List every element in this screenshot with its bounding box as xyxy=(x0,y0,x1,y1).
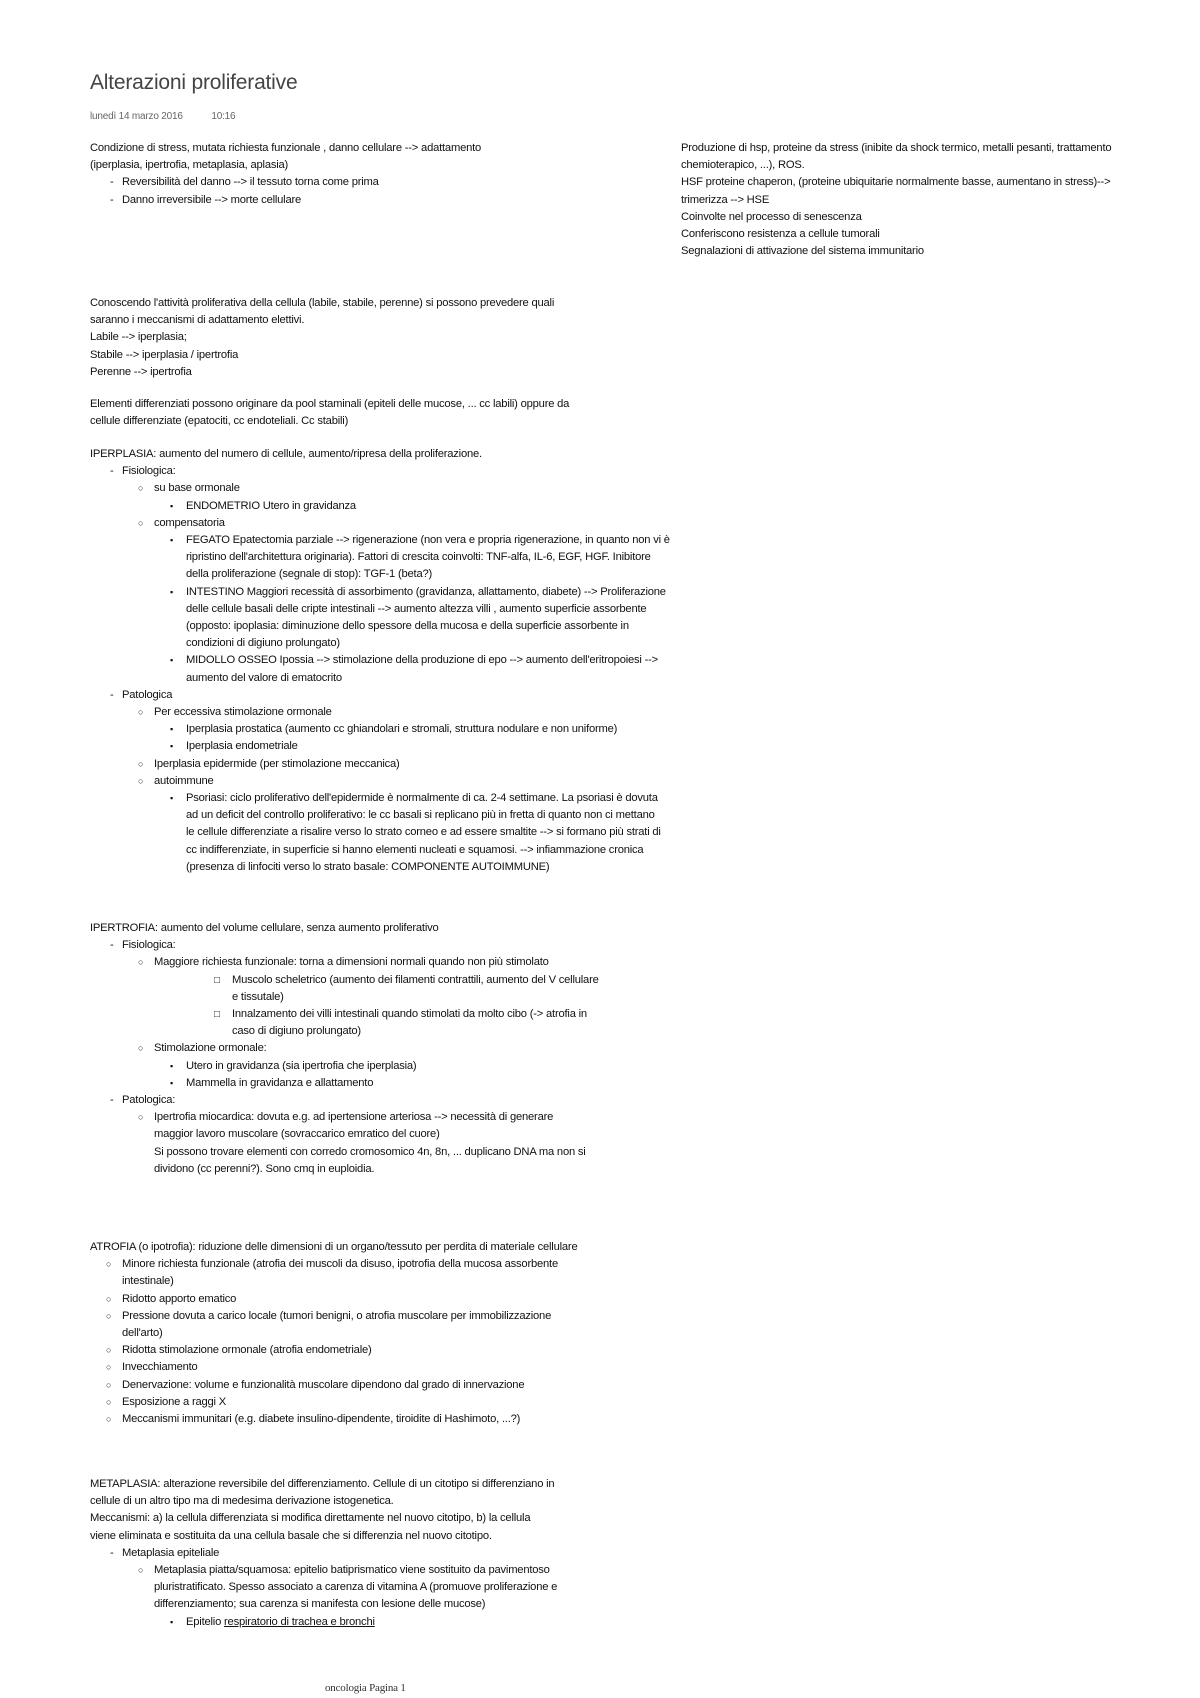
note-line: Meccanismi: a) la cellula differenziata si modifica direttamente nel nuovo citotipo, b) la cellula xyxy=(90,1512,531,1525)
item-line: ad un deficit del controllo proliferativo: le cc basali si replicano più in fretta di quanto non ci mettano xyxy=(186,809,655,822)
list-item: ▪ Utero in gravidanza (sia ipertrofia che iperplasia) xyxy=(154,1058,790,1075)
list-item xyxy=(90,1256,790,1290)
sublist xyxy=(154,790,790,876)
note-line: Elementi differenziati possono originare da pool staminali (epiteli delle mucose, ... cc labili) oppure da xyxy=(90,398,570,410)
list-item: ○ Invecchiamento xyxy=(90,1359,790,1376)
list-item xyxy=(122,773,790,876)
section-heading: ATROFIA (o ipotrofia): riduzione delle dimensioni di un organo/tessuto per perdita di materiale cellulare xyxy=(90,1241,578,1253)
item-line: ○ Minore richiesta funzionale (atrofia dei muscoli da disuso, ipotrofia della mucosa assorbente xyxy=(122,1258,558,1271)
intro-line: (iperplasia, ipertrofia, metaplasia, aplasia) xyxy=(90,159,289,172)
item-line: della proliferazione (segnale di stop): TGF-1 (beta?) xyxy=(186,568,433,581)
sublist xyxy=(122,704,790,876)
sublist xyxy=(154,1614,790,1631)
sublist xyxy=(154,972,790,1041)
list-item xyxy=(154,1006,790,1040)
list-item xyxy=(154,584,790,653)
note-line: Produzione di hsp, proteine da stress (inibite da shock termico, metalli pesanti, trattamento xyxy=(681,142,1112,154)
list-item xyxy=(154,532,790,584)
ipertrofia-section xyxy=(90,920,790,1178)
item-text: Epitelio xyxy=(186,1615,225,1628)
page-title: Alterazioni proliferative xyxy=(90,71,298,94)
section-heading: IPERTROFIA: aumento del volume cellulare, senza aumento proliferativo xyxy=(90,922,439,934)
item-line: ▪ MIDOLLO OSSEO Ipossia --> stimolazione della produzione di epo --> aumento dell'eritropoiesi --> xyxy=(186,654,659,667)
item-line: ○ Pressione dovuta a carico locale (tumori benigni, o atrofia muscolare per immobilizzazione xyxy=(122,1309,552,1322)
section-heading: METAPLASIA: alterazione reversibile del differenziamento. Cellule di un citotipo si differenziano in xyxy=(90,1478,555,1490)
sublist xyxy=(154,721,790,755)
sublist xyxy=(122,480,790,686)
note-line: viene eliminata e sostituita da una cellula basale che si differenzia nel nuovo citotipo. xyxy=(90,1529,492,1542)
metaplasia-section xyxy=(90,1476,790,1631)
item-label: Stimolazione ormonale: xyxy=(154,1042,267,1055)
item-label: Metaplasia epiteliale xyxy=(122,1546,220,1559)
section-heading: IPERPLASIA: aumento del numero di cellule, aumento/ripresa della proliferazione. xyxy=(90,448,482,460)
list-item xyxy=(122,1040,790,1092)
underlined-text: respiratorio di trachea e bronchi xyxy=(224,1615,375,1628)
page-footer: oncologia Pagina 1 xyxy=(325,1682,406,1694)
list-item xyxy=(90,1545,790,1631)
list-item xyxy=(154,1614,790,1631)
item-line: condizioni di digiuno prolungato) xyxy=(186,637,340,650)
list-item: - Danno irreversibile --> morte cellulare xyxy=(90,192,790,209)
list-item xyxy=(90,687,790,876)
item-line: pluristratificato. Spesso associato a carenza di vitamina A (promuove proliferazione e xyxy=(154,1581,558,1594)
item-line: le cellule differenziate a risalire verso lo strato corneo e ad essere smaltite --> si formano più strati di xyxy=(186,826,661,839)
item-line: intestinale) xyxy=(122,1275,174,1288)
list-item xyxy=(154,790,790,876)
item-line: aumento del valore di ematocrito xyxy=(186,671,342,684)
item-line: ○ Metaplasia piatta/squamosa: epitelio batiprismatico viene sostituito da pavimentoso xyxy=(154,1564,550,1577)
sublist xyxy=(154,498,790,515)
ipertrofia-list xyxy=(90,937,790,1178)
item-label: Fisiologica: xyxy=(122,465,176,478)
list-item: - Reversibilità del danno --> il tessuto torna come prima xyxy=(90,174,790,191)
note-line: Segnalazioni di attivazione del sistema immunitario xyxy=(681,245,924,258)
note-line: trimerizza --> HSE xyxy=(681,193,770,206)
list-item xyxy=(90,1308,790,1342)
list-item xyxy=(154,652,790,686)
item-line: ▪ INTESTINO Maggiori recessità di assorbimento (gravidanza, allattamento, diabete) --> Proliferazione xyxy=(186,585,666,598)
note-line: Perenne --> ipertrofia xyxy=(90,365,192,378)
item-line: maggior lavoro muscolare (sovraccarico emratico del cuore) xyxy=(154,1128,440,1141)
iperplasia-section xyxy=(90,446,790,876)
note-line: Conferiscono resistenza a cellule tumorali xyxy=(681,228,880,241)
list-item xyxy=(122,1562,790,1631)
item-line: ripristino dell'architettura originaria). Fattori di crescita coinvolti: TNF-alfa, IL-6, EGF, HGF. Inibitore xyxy=(186,551,651,564)
list-item: ▪ ENDOMETRIO Utero in gravidanza xyxy=(154,498,790,515)
item-label: Per eccessiva stimolazione ormonale xyxy=(154,706,332,719)
list-item: ▪ Iperplasia prostatica (aumento cc ghiandolari e stromali, struttura nodulare e non uniforme) xyxy=(154,721,790,738)
sublist xyxy=(122,1109,790,1178)
item-line: delle cellule basali delle cripte intestinali --> aumento altezza villi , aumento superficie assorbente xyxy=(186,602,647,615)
sublist xyxy=(154,1058,790,1092)
list-item xyxy=(90,1092,790,1178)
list-item: ○ Ridotto apporto ematico xyxy=(90,1291,790,1308)
sublist xyxy=(122,954,790,1092)
item-line: (presenza di linfociti verso lo strato basale: COMPONENTE AUTOIMMUNE) xyxy=(186,860,550,873)
item-line: Si possono trovare elementi con corredo cromosomico 4n, 8n, ... duplicano DNA ma non si xyxy=(154,1145,586,1158)
note-line: cellule di un altro tipo ma di medesima derivazione istogenetica. xyxy=(90,1495,394,1508)
item-label: Fisiologica: xyxy=(122,939,176,952)
list-item: ○ Meccanismi immunitari (e.g. diabete insulino-dipendente, tiroidite di Hashimoto, ...?) xyxy=(90,1411,790,1428)
list-item xyxy=(90,937,790,1092)
note-line: Labile --> iperplasia; xyxy=(90,331,187,344)
note-line: chemioterapico, ...), ROS. xyxy=(681,159,805,172)
metaplasia-list xyxy=(90,1545,790,1631)
atrofia-section xyxy=(90,1239,790,1428)
item-label: compensatoria xyxy=(154,516,225,529)
list-item: ○ Esposizione a raggi X xyxy=(90,1394,790,1411)
item-line: e tissutale) xyxy=(232,990,284,1003)
atrofia-list xyxy=(90,1256,790,1428)
right-column-notes xyxy=(681,140,1200,260)
note-line: saranno i meccanismi di adattamento elettivi. xyxy=(90,314,305,327)
list-item: ○ Iperplasia epidermide (per stimolazione meccanica) xyxy=(122,756,790,773)
elements-section xyxy=(90,396,790,430)
iperplasia-list xyxy=(90,463,790,876)
item-line: □ Innalzamento dei villi intestinali quando stimolati da molto cibo (-> atrofia in xyxy=(232,1008,587,1021)
note-line: HSF proteine chaperon, (proteine ubiquitarie normalmente basse, aumentano in stress)--> xyxy=(681,176,1111,189)
sublist xyxy=(154,532,790,687)
list-item xyxy=(122,1109,790,1178)
item-label: su base ormonale xyxy=(154,482,240,495)
note-line: Conoscendo l'attività proliferativa della cellula (labile, stabile, perenne) si possono prevedere quali xyxy=(90,297,555,309)
note-time: 10:16 xyxy=(211,111,236,122)
item-label: Patologica: xyxy=(122,1094,176,1107)
list-item xyxy=(154,972,790,1006)
note-line: Coinvolte nel processo di senescenza xyxy=(681,210,862,223)
list-item xyxy=(122,954,790,1040)
list-item xyxy=(122,704,790,756)
item-line: ○ Ipertrofia miocardica: dovuta e.g. ad ipertensione arteriosa --> necessità di generare xyxy=(154,1111,554,1124)
item-line: dividono (cc perenni?). Sono cmq in euploidia. xyxy=(154,1162,375,1175)
item-line: □ Muscolo scheletrico (aumento dei filamenti contrattili, aumento del V cellulare xyxy=(232,973,599,986)
list-item xyxy=(90,463,790,687)
item-line: (opposto: ipoplasia: diminuzione dello spessore della mucosa e della superficie assorbente in xyxy=(186,620,629,633)
item-label: autoimmune xyxy=(154,774,214,787)
note-line: Stabile --> iperplasia / ipertrofia xyxy=(90,348,239,361)
item-line: ▪ Psoriasi: ciclo proliferativo dell'epidermide è normalmente di ca. 2-4 settimane. La psoriasi è dovuta xyxy=(186,792,658,805)
intro-line: Condizione di stress, mutata richiesta funzionale , danno cellulare --> adattamento xyxy=(90,142,482,154)
note-date: lunedì 14 marzo 2016 xyxy=(90,111,183,122)
item-line: differenziamento; sua carenza si manifesta con lesione delle mucose) xyxy=(154,1598,486,1611)
list-item xyxy=(122,480,790,514)
item-line: caso di digiuno prolungato) xyxy=(232,1025,361,1038)
activity-section xyxy=(90,295,790,381)
list-item: ▪ Mammella in gravidanza e allattamento xyxy=(154,1075,790,1092)
sublist xyxy=(122,1562,790,1631)
item-label: Maggiore richiesta funzionale: torna a dimensioni normali quando non più stimolato xyxy=(154,956,549,969)
list-item: ▪ Iperplasia endometriale xyxy=(154,738,790,755)
item-label: Patologica xyxy=(122,688,173,701)
item-line: dell'arto) xyxy=(122,1327,163,1340)
note-line: cellule differenziate (epatociti, cc endoteliali. Cc stabili) xyxy=(90,415,349,428)
list-item: ○ Denervazione: volume e funzionalità muscolare dipendono dal grado di innervazione xyxy=(90,1377,790,1394)
item-line: cc indifferenziate, in superficie si hanno elementi nucleati e squamosi. --> infiammazione cronica xyxy=(186,843,644,856)
list-item xyxy=(122,515,790,687)
list-item: ○ Ridotta stimolazione ormonale (atrofia endometriale) xyxy=(90,1342,790,1359)
item-line: ▪ FEGATO Epatectomia parziale --> rigenerazione (non vera e propria rigenerazione, in quanto non vi è xyxy=(186,534,670,547)
note-datetime xyxy=(90,108,261,125)
